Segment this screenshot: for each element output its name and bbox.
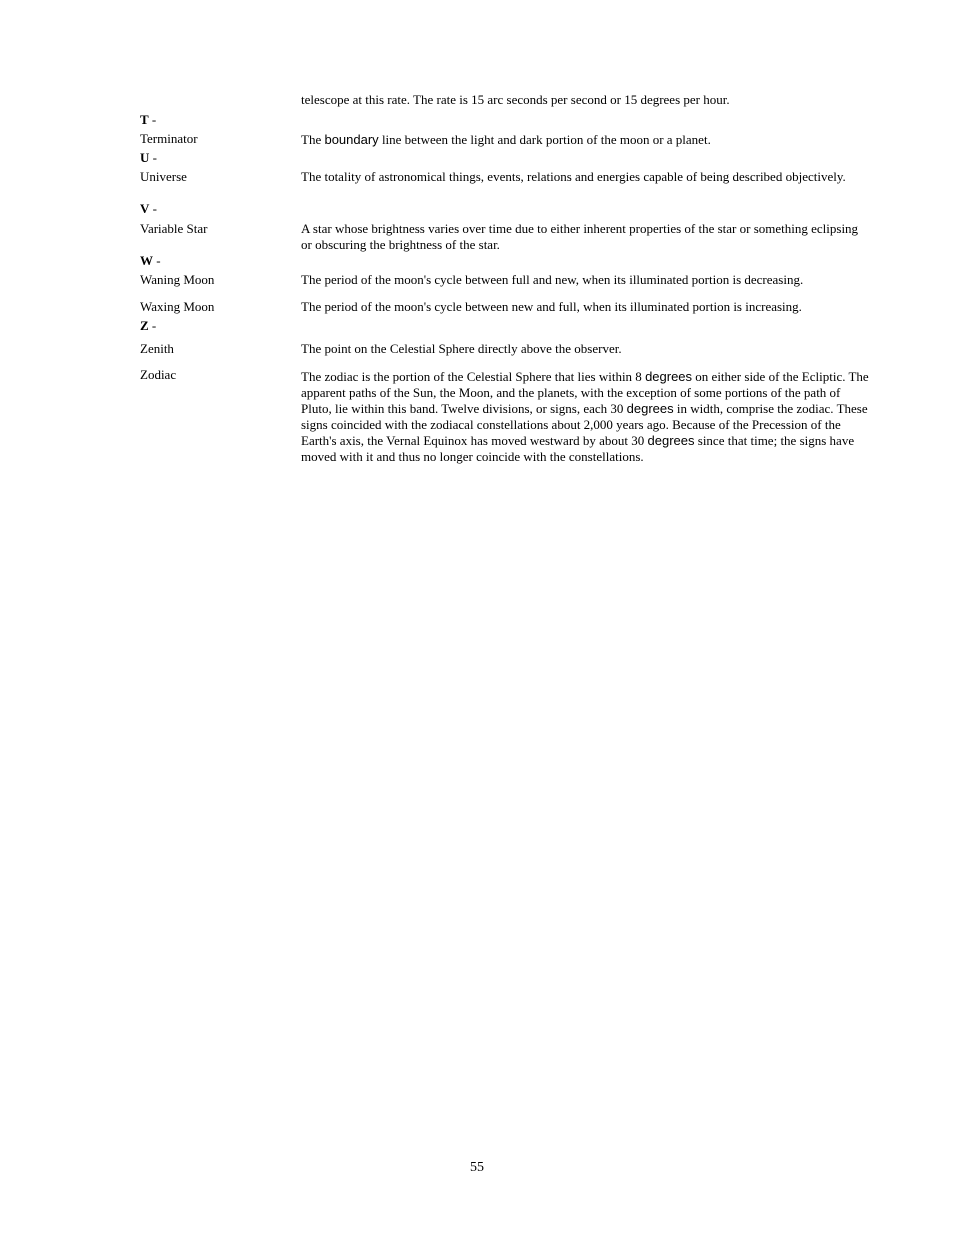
definition-terminator	[301, 132, 871, 148]
definition-variable-star: A star whose brightness varies over time due to either inherent properties of the star or something eclipsing or obscuring the brightness of the star.	[301, 221, 859, 252]
term-zodiac: Zodiac	[140, 367, 177, 382]
separator: -	[151, 112, 157, 127]
def-emphasis: degrees	[647, 433, 695, 448]
term-universe: Universe	[140, 169, 187, 184]
term-terminator: Terminator	[140, 131, 198, 146]
letter: U	[140, 150, 150, 165]
term-variable-star: Variable Star	[140, 221, 208, 236]
def-text: line between the light and dark portion of the moon or a planet.	[378, 132, 711, 147]
section-letter-t	[140, 112, 156, 128]
definition-waning-moon: The period of the moon's cycle between full and new, when its illuminated portion is decreasing.	[301, 272, 804, 287]
letter: V	[140, 201, 150, 216]
definition-zenith: The point on the Celestial Sphere directly above the observer.	[301, 341, 622, 356]
separator: -	[152, 150, 157, 165]
term-waxing-moon: Waxing Moon	[140, 299, 215, 314]
separator: -	[152, 201, 157, 216]
separator: -	[151, 318, 157, 333]
def-text: The zodiac is the portion of the Celestial Sphere that lies within 8	[301, 369, 646, 384]
separator: -	[156, 253, 161, 268]
letter: W	[140, 253, 153, 268]
continuation-text: telescope at this rate. The rate is 15 arc seconds per second or 15 degrees per hour.	[301, 92, 730, 107]
def-text: The	[301, 132, 325, 147]
def-emphasis: boundary	[324, 132, 379, 147]
term-zenith: Zenith	[140, 341, 174, 356]
term-waning-moon: Waning Moon	[140, 272, 215, 287]
section-letter-w	[140, 253, 161, 269]
def-emphasis: degrees	[626, 401, 674, 416]
def-text: in width, comprise the zodiac. These signs coincided with the zodiacal constellations about 2,000 years ago. Because of the Precession of the Earth's axis, the Vernal Equinox has moved westward by about 30	[301, 401, 868, 448]
definition-universe: The totality of astronomical things, events, relations and energies capable of being described objectively.	[301, 169, 846, 184]
letter: Z	[140, 318, 149, 333]
def-text: since that time; the signs have moved with it and thus no longer coincide with the constellations.	[301, 433, 855, 464]
definition-zodiac	[301, 369, 871, 465]
def-emphasis: degrees	[645, 369, 693, 384]
section-letter-v	[140, 201, 157, 217]
page-number: 55	[470, 1160, 484, 1175]
section-letter-z	[140, 318, 156, 334]
letter: T	[140, 112, 149, 127]
section-letter-u	[140, 150, 157, 166]
def-text: on either side of the Ecliptic. The apparent paths of the Sun, the Moon, and the planets, with the exception of some portions of the path of Pluto, lie within this band. Twelve divisions, or signs, each 30	[301, 369, 869, 416]
definition-waxing-moon: The period of the moon's cycle between new and full, when its illuminated portion is increasing.	[301, 299, 802, 314]
